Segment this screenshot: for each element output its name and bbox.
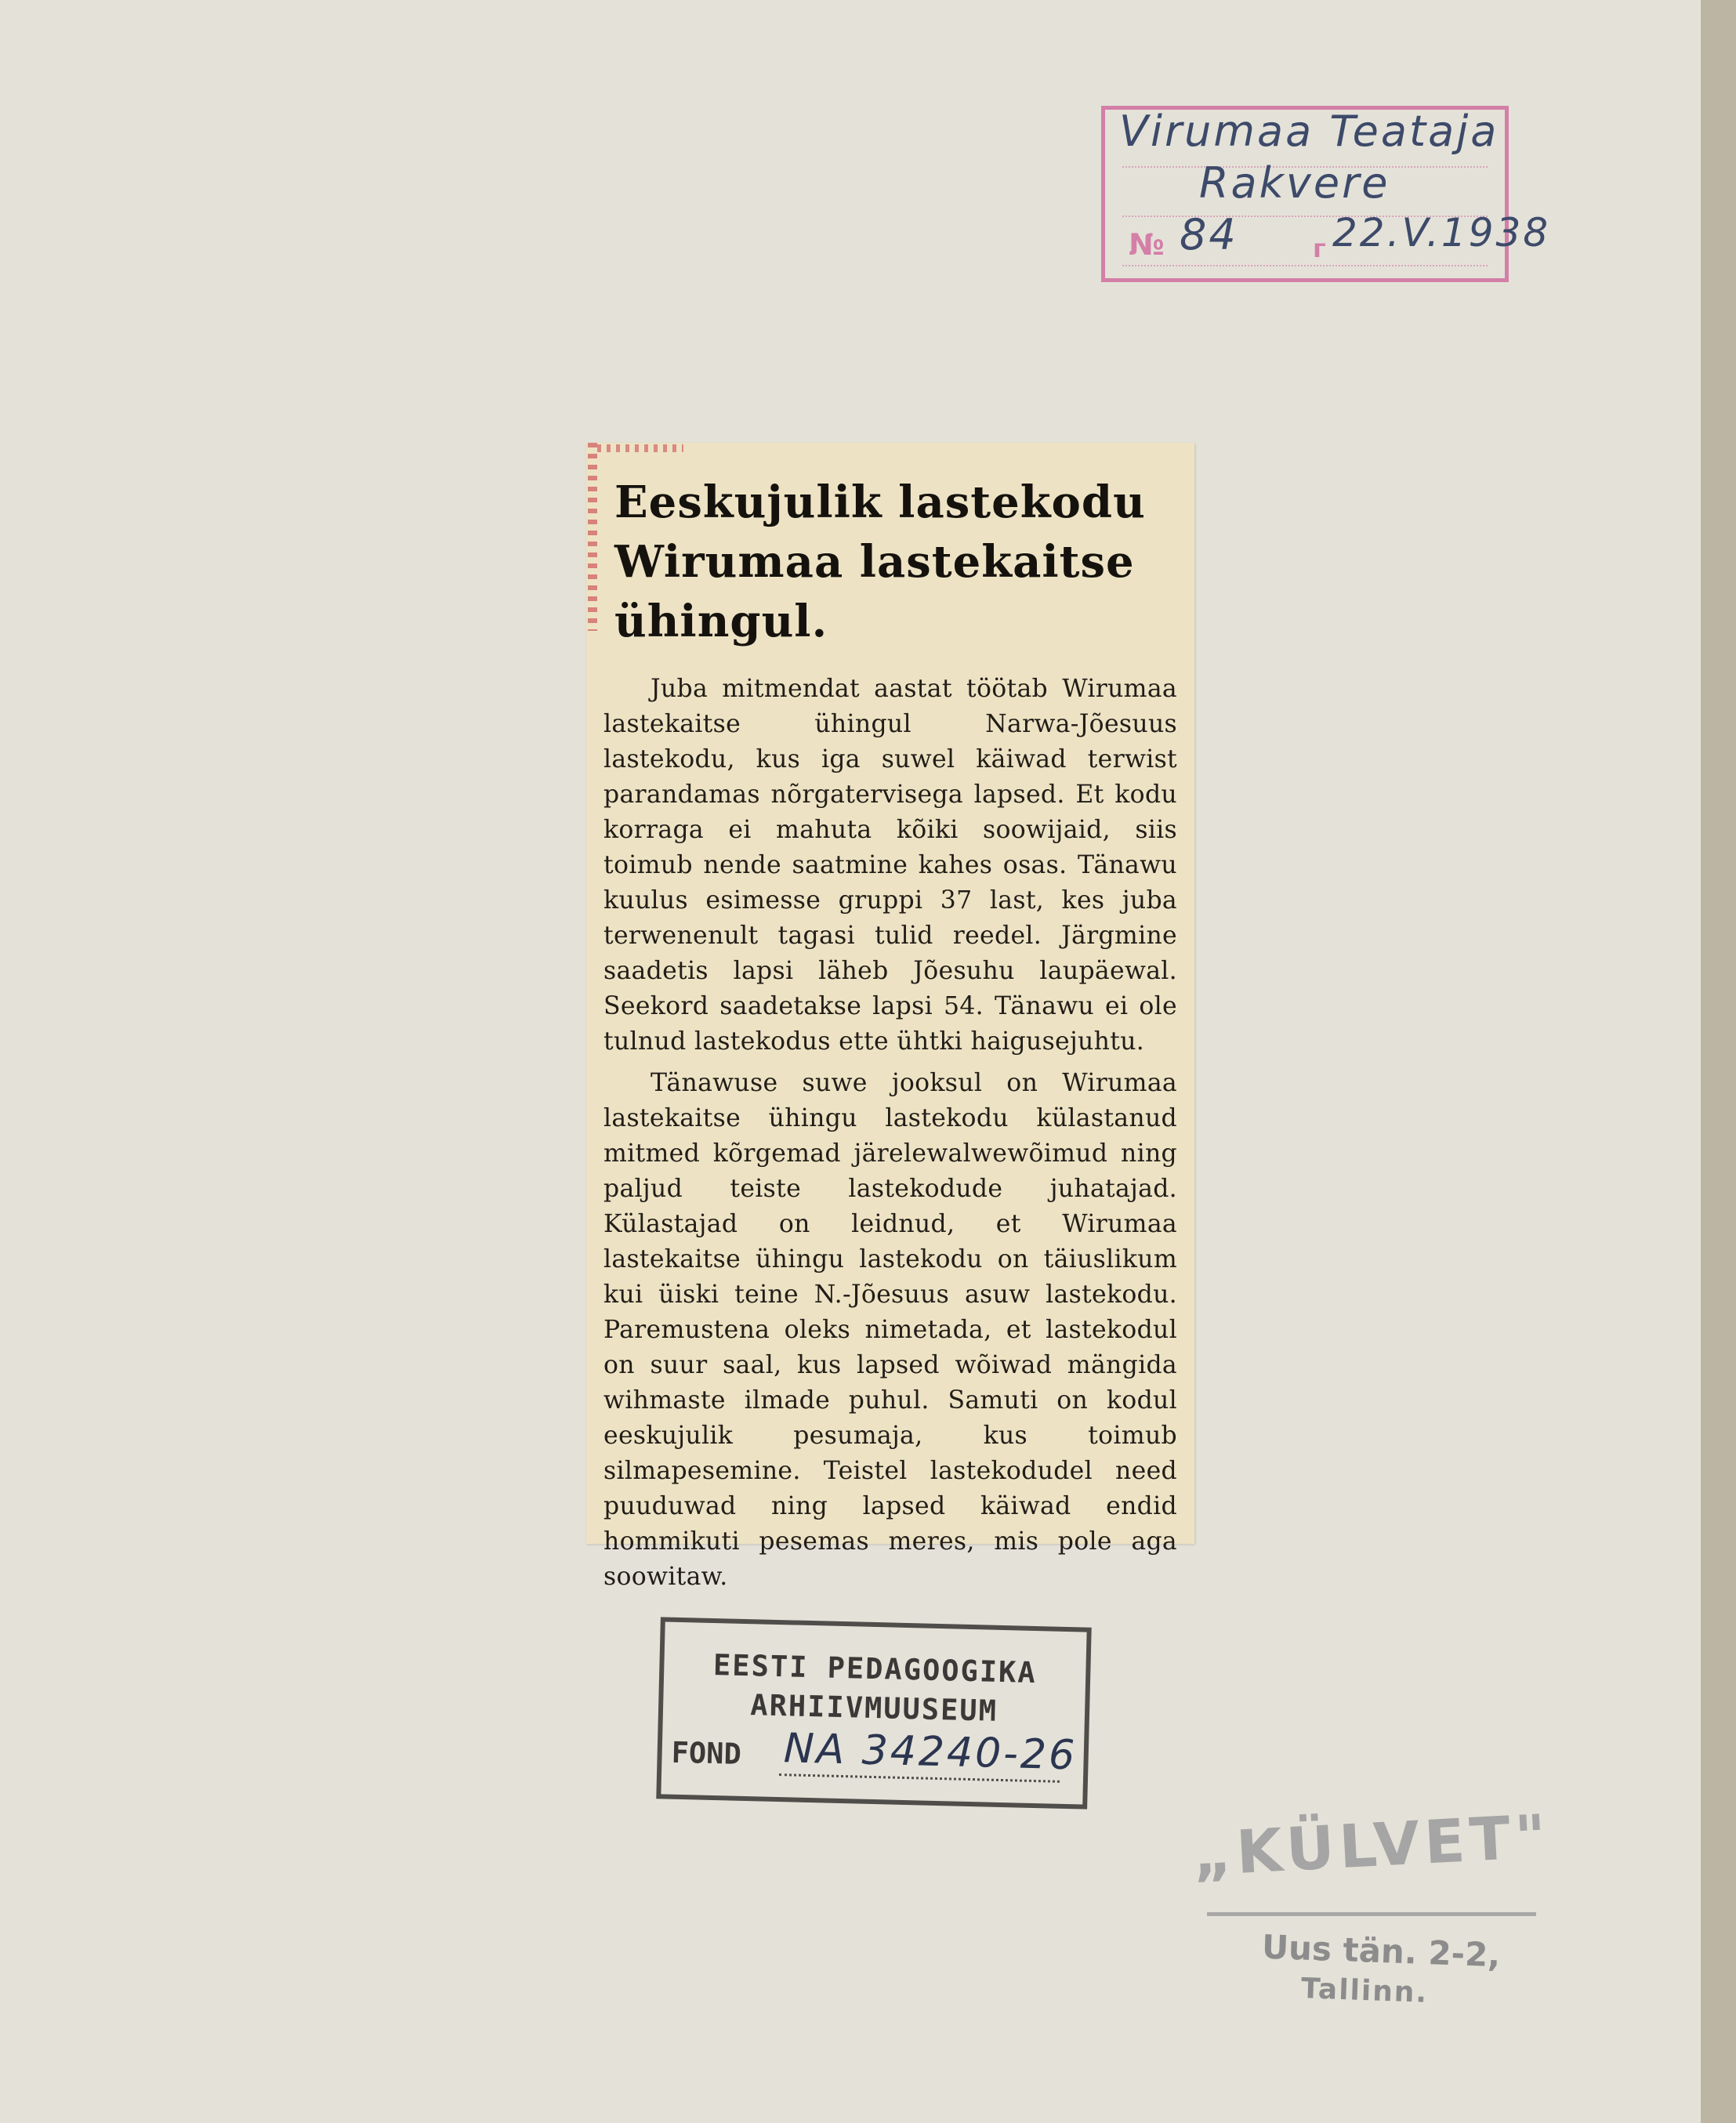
fond-label: FOND <box>671 1735 742 1771</box>
red-pencil-mark <box>597 444 683 452</box>
stamp-line-2: ARHIIVMUUSEUM <box>749 1688 998 1728</box>
publisher-name: „KÜLVET" <box>1191 1801 1553 1889</box>
publisher-address-line-1: Uus tän. 2-2, <box>1261 1927 1502 1975</box>
stamp-line-1: EESTI PEDAGOOGIKA <box>712 1647 1038 1690</box>
stamp-underline <box>1207 1912 1536 1916</box>
article-headline: Eeskujulik lastekodu Wirumaa lastekaitse ühingul. <box>614 476 1146 647</box>
red-pencil-mark <box>588 443 597 631</box>
number-label: № <box>1129 227 1165 262</box>
place-handwritten: Rakvere <box>1199 158 1390 208</box>
fond-number-handwritten: NA 34240-26 <box>783 1725 1078 1780</box>
issue-date-handwritten: 22.V.1938 <box>1332 210 1551 255</box>
newspaper-clipping <box>586 443 1194 1591</box>
publisher-stamp <box>1191 1801 1553 2009</box>
stamp-rule <box>1122 265 1488 266</box>
page-edge <box>1701 0 1736 2123</box>
publisher-address-line-2: Tallinn. <box>1300 1973 1429 2009</box>
newspaper-name-handwritten: Virumaa Teataja <box>1119 107 1499 156</box>
year-label: г <box>1313 234 1326 263</box>
newspaper-source-stamp <box>1101 106 1551 282</box>
issue-number-handwritten: 84 <box>1180 210 1238 259</box>
article-body <box>603 672 1177 1595</box>
archive-museum-stamp <box>656 1617 1092 1809</box>
article-paragraph: Juba mitmendat aastat töötab Wirumaa lastekaitse ühingul Narwa-Jõesuus lastekodu, kus iga suwel käiwad terwist parandamas nõrgatervisega lapsed. Et kodu korraga ei mahuta kõiki soowijaid, siis toimub nende saatmine kahes osas. Tänawu kuulus esimesse gruppi 37 last, kes juba terwenenult tagasi tulid reedel. Järgmine saadetis lapsi läheb Jõesuhu laupäewal. Seekord saadetakse lapsi 54. Tänawu ei ole tulnud lastekodus ette ühtki haigusejuhtu. <box>603 675 1177 1056</box>
article-paragraph: Tänawuse suwe jooksul on Wirumaa lastekaitse ühingu lastekodu külastanud mitmed kõrgemad järelewalwewõimud ning paljud teiste lastekodude juhatajad. Külastajad on leidnud, et Wirumaa lastekaitse ühingu lastekodu on täiuslikum kui üiski teine N.-Jõesuus asuw lastekodu. Paremustena oleks nimetada, et lastekodul on suur saal, kus lapsed wõiwad mängida wihmaste ilmade puhul. Samuti on kodul eeskujulik pesumaja, kus toimub silmapesemine. Teistel lastekodudel need puuduwad ning lapsed käiwad endid hommikuti pesemas meres, mis pole aga soowitaw. <box>603 1069 1177 1591</box>
